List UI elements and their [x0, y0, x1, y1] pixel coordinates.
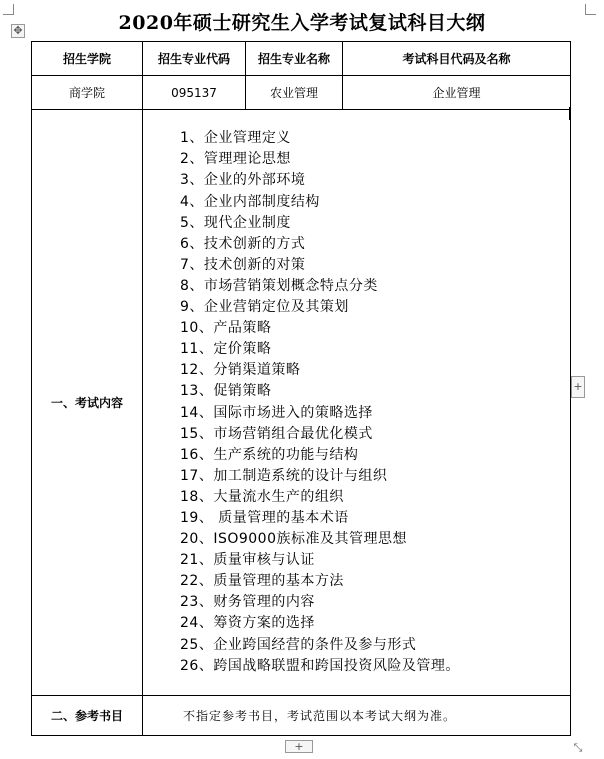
cell-major-code[interactable]: 095137 [143, 76, 246, 110]
header-row [32, 42, 571, 76]
list-item: 3、企业的外部环境 [180, 172, 306, 189]
table-move-handle-icon[interactable]: ✥ [11, 24, 25, 38]
list-item: 9、企业营销定位及其策划 [180, 299, 349, 316]
list-item: 13、促销策略 [180, 383, 272, 400]
info-row [32, 76, 571, 110]
list-item: 8、市场营销策划概念特点分类 [180, 277, 378, 294]
list-item: 26、跨国战略联盟和跨国投资风险及管理。 [180, 657, 460, 674]
list-item: 15、市场营销组合最优化模式 [180, 425, 373, 442]
header-cell-major-name[interactable]: 招生专业名称 [246, 42, 343, 76]
cell-subject[interactable]: 企业管理 [343, 76, 571, 110]
list-item: 18、大量流水生产的组织 [180, 488, 344, 505]
table-resize-icon[interactable]: ⤡ [573, 741, 583, 754]
list-item: 21、质量审核与认证 [180, 552, 315, 569]
add-row-button[interactable]: + [285, 740, 313, 753]
cell-major-name[interactable]: 农业管理 [246, 76, 343, 110]
list-item: 14、国际市场进入的策略选择 [180, 404, 373, 421]
reference-label[interactable]: 二、参考书目 [32, 696, 143, 736]
text-cursor [569, 107, 571, 120]
reference-row [32, 696, 571, 736]
list-item: 4、企业内部制度结构 [180, 193, 320, 210]
list-item: 12、分销渠道策略 [180, 362, 301, 379]
list-item: 16、生产系统的功能与结构 [180, 446, 359, 463]
content-cell[interactable] [143, 110, 571, 696]
document-title: 2020年硕士研究生入学考试复试科目大纲 [118, 12, 486, 34]
header-cell-major-code[interactable]: 招生专业代码 [143, 42, 246, 76]
list-item: 10、产品策略 [180, 320, 272, 337]
list-item: 1、企业管理定义 [180, 130, 291, 147]
list-item: 19、 质量管理的基本术语 [180, 509, 349, 526]
cell-college[interactable]: 商学院 [32, 76, 143, 110]
content-row [32, 110, 571, 696]
list-item: 6、技术创新的方式 [180, 235, 306, 252]
list-item: 2、管理理论思想 [180, 151, 291, 168]
add-column-button[interactable]: + [571, 376, 585, 398]
list-item: 25、企业跨国经营的条件及参与形式 [180, 636, 417, 653]
list-item: 23、财务管理的内容 [180, 594, 315, 611]
list-item: 7、技术创新的对策 [180, 256, 306, 273]
list-item: 11、定价策略 [180, 341, 272, 358]
list-item: 17、加工制造系统的设计与组织 [180, 467, 388, 484]
content-list [143, 128, 570, 676]
list-item: 20、ISO9000族标准及其管理思想 [180, 531, 407, 548]
header-cell-college[interactable]: 招生学院 [32, 42, 143, 76]
syllabus-table [31, 41, 571, 736]
header-cell-subject[interactable]: 考试科目代码及名称 [343, 42, 571, 76]
reference-text[interactable]: 不指定参考书目，考试范围以本考试大纲为准。 [143, 696, 571, 736]
list-item: 22、质量管理的基本方法 [180, 573, 344, 590]
content-label[interactable]: 一、考试内容 [32, 110, 143, 696]
list-item: 5、现代企业制度 [180, 214, 291, 231]
list-item: 24、筹资方案的选择 [180, 615, 315, 632]
